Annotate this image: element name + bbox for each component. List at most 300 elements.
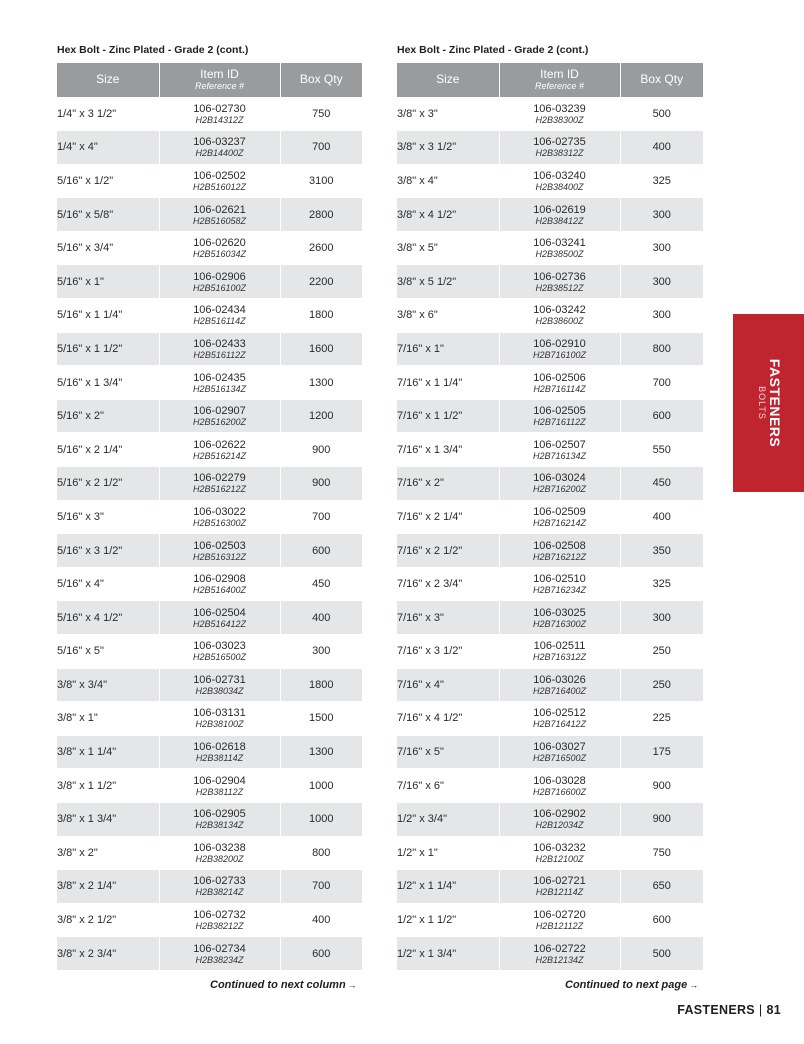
item-id: 106-02435 (193, 371, 246, 384)
item-id-cell (499, 836, 620, 870)
reference-number: H2B716500Z (532, 753, 587, 764)
item-id: 106-03239 (533, 102, 586, 115)
table-row (397, 366, 703, 400)
reference-number: H2B516134Z (192, 383, 247, 394)
box-qty-cell: 600 (620, 399, 703, 433)
table-row (57, 164, 362, 198)
size-cell: 7/16" x 2 1/4" (397, 500, 499, 534)
box-qty-cell: 750 (280, 97, 362, 131)
item-id: 106-03025 (533, 606, 586, 619)
table-row (57, 802, 362, 836)
item-id-cell (499, 131, 620, 165)
reference-number: H2B716100Z (532, 349, 587, 360)
table-row (397, 870, 703, 904)
size-cell: 5/16" x 5" (57, 635, 159, 669)
size-cell: 5/16" x 1 1/2" (57, 332, 159, 366)
continued-next-page: Continued to next page → (565, 979, 699, 991)
reference-number: H2B716234Z (532, 585, 587, 596)
item-id-cell (499, 500, 620, 534)
size-cell: 3/8" x 1 1/4" (57, 735, 159, 769)
item-id: 106-02504 (193, 606, 246, 619)
right-bolt-table (397, 63, 703, 971)
reference-number: H2B716114Z (533, 383, 586, 394)
size-cell: 3/8" x 3/4" (57, 668, 159, 702)
table-row (397, 399, 703, 433)
reference-number: H2B38600Z (535, 316, 584, 327)
left-section-title: Hex Bolt - Zinc Plated - Grade 2 (cont.) (57, 44, 249, 56)
table-row (57, 937, 362, 971)
item-id: 106-02905 (193, 808, 246, 821)
box-qty-cell: 3100 (280, 164, 362, 198)
table-row (57, 601, 362, 635)
reference-number: H2B38500Z (535, 249, 584, 260)
table-row (397, 937, 703, 971)
table-row (57, 635, 362, 669)
size-cell: 7/16" x 5" (397, 735, 499, 769)
table-row (397, 601, 703, 635)
size-cell: 5/16" x 3/4" (57, 231, 159, 265)
table-row (57, 668, 362, 702)
footer-section: FASTENERS (677, 1003, 755, 1017)
size-cell: 7/16" x 1 1/2" (397, 399, 499, 433)
size-cell: 5/16" x 4" (57, 567, 159, 601)
reference-number: H2B38312Z (535, 148, 584, 159)
table-row (397, 231, 703, 265)
item-id-cell (159, 366, 280, 400)
reference-number: H2B516058Z (192, 215, 247, 226)
table-row (57, 265, 362, 299)
item-id: 106-03022 (193, 505, 246, 518)
item-id-cell (499, 937, 620, 971)
size-cell: 1/2" x 1 1/4" (397, 870, 499, 904)
item-id-cell (499, 601, 620, 635)
size-cell: 3/8" x 3 1/2" (397, 131, 499, 165)
box-qty-cell: 650 (620, 870, 703, 904)
size-cell: 3/8" x 2 3/4" (57, 937, 159, 971)
reference-number: H2B716134Z (532, 450, 587, 461)
reference-number: H2B38034Z (195, 685, 244, 696)
size-cell: 5/16" x 1/2" (57, 164, 159, 198)
box-qty-cell: 2800 (280, 198, 362, 232)
reference-number: H2B38114Z (195, 753, 244, 764)
item-id-cell (499, 903, 620, 937)
reference-number: H2B716312Z (532, 652, 587, 663)
size-cell: 3/8" x 1" (57, 702, 159, 736)
box-qty-cell: 225 (620, 702, 703, 736)
side-tab-subtitle: BOLTS (756, 386, 767, 420)
size-cell: 3/8" x 5" (397, 231, 499, 265)
reference-number: H2B12034Z (535, 820, 584, 831)
item-id: 106-02722 (533, 942, 586, 955)
reference-number: H2B38512Z (535, 282, 584, 293)
item-id-cell (159, 433, 280, 467)
table-row (57, 534, 362, 568)
page-footer (677, 1003, 781, 1017)
item-id: 106-02510 (533, 573, 586, 586)
box-qty-cell: 750 (620, 836, 703, 870)
item-id-cell (499, 534, 620, 568)
table-row (57, 500, 362, 534)
item-id: 106-02720 (533, 909, 586, 922)
size-cell: 5/16" x 2 1/2" (57, 467, 159, 501)
section-side-tab (733, 314, 804, 492)
table-row (397, 903, 703, 937)
table-header-row (397, 63, 703, 97)
table-row (397, 635, 703, 669)
item-id-cell (159, 198, 280, 232)
table-row (57, 231, 362, 265)
reference-number: H2B516212Z (192, 484, 247, 495)
item-id-cell (159, 164, 280, 198)
box-qty-cell: 900 (280, 467, 362, 501)
item-id: 106-02907 (193, 405, 246, 418)
box-qty-cell: 700 (280, 500, 362, 534)
item-id: 106-02503 (193, 539, 246, 552)
box-qty-cell: 900 (620, 769, 703, 803)
reference-number: H2B38400Z (535, 181, 584, 192)
item-id-cell (499, 802, 620, 836)
size-cell: 5/16" x 2" (57, 399, 159, 433)
table-row (397, 802, 703, 836)
reference-number: H2B12100Z (535, 853, 584, 864)
reference-number: H2B14312Z (195, 114, 244, 125)
item-id: 106-02736 (533, 270, 586, 283)
reference-number: H2B516312Z (192, 551, 247, 562)
box-qty-header: Box Qty (620, 63, 703, 97)
box-qty-cell: 1600 (280, 332, 362, 366)
box-qty-cell: 400 (280, 601, 362, 635)
item-id-cell (499, 265, 620, 299)
box-qty-cell: 900 (620, 802, 703, 836)
size-cell: 3/8" x 2 1/2" (57, 903, 159, 937)
item-id: 106-02734 (193, 942, 246, 955)
size-cell: 7/16" x 6" (397, 769, 499, 803)
reference-number: H2B516100Z (192, 282, 247, 293)
item-id-cell (159, 131, 280, 165)
box-qty-cell: 400 (620, 131, 703, 165)
size-cell: 1/4" x 4" (57, 131, 159, 165)
item-id-header: Item ID Reference # (159, 63, 280, 97)
item-id: 106-03023 (193, 640, 246, 653)
side-tab-title: FASTENERS (766, 358, 783, 448)
reference-number: H2B38100Z (195, 719, 244, 730)
right-section-title: Hex Bolt - Zinc Plated - Grade 2 (cont.) (397, 44, 589, 56)
item-id: 106-02512 (533, 707, 586, 720)
table-row (397, 97, 703, 131)
box-qty-cell: 600 (280, 534, 362, 568)
table-row (397, 433, 703, 467)
size-cell: 5/16" x 3" (57, 500, 159, 534)
reference-number: H2B38412Z (535, 215, 584, 226)
item-id: 106-02621 (193, 203, 246, 216)
size-cell: 3/8" x 2" (57, 836, 159, 870)
item-id-cell (159, 668, 280, 702)
reference-number: H2B516214Z (192, 450, 247, 461)
item-id-cell (159, 500, 280, 534)
box-qty-cell: 250 (620, 668, 703, 702)
continued-next-column: Continued to next column → (210, 979, 357, 991)
size-header: Size (397, 63, 499, 97)
box-qty-cell: 2600 (280, 231, 362, 265)
item-id: 106-02622 (193, 438, 246, 451)
item-id-cell (499, 198, 620, 232)
reference-number: H2B12112Z (535, 921, 584, 932)
table-row (397, 702, 703, 736)
item-id-cell (159, 467, 280, 501)
reference-number: H2B14400Z (195, 148, 244, 159)
reference-number: H2B716400Z (532, 685, 587, 696)
item-id: 106-03238 (193, 841, 246, 854)
item-id-cell (159, 97, 280, 131)
box-qty-cell: 325 (620, 164, 703, 198)
table-row (57, 299, 362, 333)
item-id-cell (159, 265, 280, 299)
reference-number: H2B716600Z (532, 786, 587, 797)
box-qty-cell: 1300 (280, 366, 362, 400)
size-cell: 5/16" x 1 1/4" (57, 299, 159, 333)
box-qty-cell: 1500 (280, 702, 362, 736)
table-row (397, 769, 703, 803)
table-row (57, 97, 362, 131)
reference-number: H2B38112Z (195, 786, 244, 797)
box-qty-cell: 1000 (280, 802, 362, 836)
item-id-cell (499, 97, 620, 131)
size-cell: 5/16" x 1 3/4" (57, 366, 159, 400)
table-header-row (57, 63, 362, 97)
table-row (397, 836, 703, 870)
reference-number: H2B38134Z (195, 820, 244, 831)
size-cell: 3/8" x 2 1/4" (57, 870, 159, 904)
size-cell: 1/2" x 1 3/4" (397, 937, 499, 971)
arrow-right-icon: → (689, 980, 699, 990)
item-id: 106-02505 (533, 405, 586, 418)
size-cell: 5/16" x 5/8" (57, 198, 159, 232)
size-cell: 7/16" x 4 1/2" (397, 702, 499, 736)
item-id: 106-02902 (533, 808, 586, 821)
size-cell: 1/2" x 3/4" (397, 802, 499, 836)
item-id: 106-02506 (533, 371, 586, 384)
table-row (397, 735, 703, 769)
item-id-cell (499, 366, 620, 400)
size-cell: 7/16" x 2 1/2" (397, 534, 499, 568)
table-row (397, 131, 703, 165)
box-qty-cell: 300 (620, 198, 703, 232)
table-row (57, 903, 362, 937)
size-cell: 5/16" x 1" (57, 265, 159, 299)
box-qty-cell: 500 (620, 937, 703, 971)
size-cell: 7/16" x 1 3/4" (397, 433, 499, 467)
box-qty-cell: 1800 (280, 668, 362, 702)
table-row (397, 164, 703, 198)
reference-number: H2B716212Z (532, 551, 587, 562)
item-id: 106-02906 (193, 270, 246, 283)
table-row (397, 534, 703, 568)
item-id-cell (159, 836, 280, 870)
table-row (57, 870, 362, 904)
box-qty-cell: 550 (620, 433, 703, 467)
item-id-header: Item ID Reference # (499, 63, 620, 97)
box-qty-cell: 300 (620, 601, 703, 635)
item-id-cell (159, 937, 280, 971)
table-row (397, 467, 703, 501)
table-row (57, 567, 362, 601)
item-id: 106-03024 (533, 472, 586, 485)
left-table-body (57, 97, 362, 970)
item-id-cell (499, 567, 620, 601)
item-id: 106-02733 (193, 875, 246, 888)
item-id: 106-03131 (193, 707, 246, 720)
box-qty-cell: 2200 (280, 265, 362, 299)
item-id: 106-02618 (193, 741, 246, 754)
reference-number: H2B716300Z (532, 618, 587, 629)
table-row (57, 366, 362, 400)
box-qty-cell: 600 (280, 937, 362, 971)
size-cell: 7/16" x 3 1/2" (397, 635, 499, 669)
reference-number: H2B12134Z (535, 954, 584, 965)
reference-number: H2B716412Z (532, 719, 587, 730)
item-id-cell (499, 769, 620, 803)
size-cell: 3/8" x 3" (397, 97, 499, 131)
box-qty-cell: 800 (280, 836, 362, 870)
item-id: 106-02730 (193, 102, 246, 115)
left-bolt-table (57, 63, 362, 971)
box-qty-cell: 450 (280, 567, 362, 601)
reference-number: H2B38234Z (195, 954, 244, 965)
table-row (397, 668, 703, 702)
reference-number: H2B516500Z (192, 652, 247, 663)
item-id-cell (499, 231, 620, 265)
reference-number: H2B716214Z (532, 517, 587, 528)
reference-number: H2B716200Z (532, 484, 587, 495)
table-row (397, 198, 703, 232)
box-qty-cell: 300 (620, 265, 703, 299)
reference-number: H2B516200Z (192, 417, 247, 428)
item-id: 106-02508 (533, 539, 586, 552)
item-id: 106-03241 (533, 237, 586, 250)
reference-number: H2B716112Z (533, 417, 586, 428)
reference-number: H2B516034Z (192, 249, 247, 260)
table-row (57, 198, 362, 232)
table-row (57, 332, 362, 366)
size-cell: 7/16" x 2" (397, 467, 499, 501)
item-id-cell (159, 702, 280, 736)
item-id: 106-02904 (193, 774, 246, 787)
table-row (397, 332, 703, 366)
size-cell: 5/16" x 3 1/2" (57, 534, 159, 568)
box-qty-cell: 300 (280, 635, 362, 669)
size-cell: 3/8" x 4" (397, 164, 499, 198)
box-qty-cell: 400 (620, 500, 703, 534)
box-qty-cell: 400 (280, 903, 362, 937)
box-qty-cell: 300 (620, 299, 703, 333)
item-id-cell (159, 534, 280, 568)
box-qty-cell: 300 (620, 231, 703, 265)
size-cell: 1/2" x 1" (397, 836, 499, 870)
reference-number: H2B516300Z (192, 517, 247, 528)
table-row (397, 567, 703, 601)
item-id: 106-02433 (193, 337, 246, 350)
size-cell: 3/8" x 1 3/4" (57, 802, 159, 836)
size-cell: 7/16" x 1 1/4" (397, 366, 499, 400)
table-row (57, 131, 362, 165)
item-id-cell (159, 231, 280, 265)
item-id: 106-03026 (533, 673, 586, 686)
item-id: 106-02910 (533, 337, 586, 350)
box-qty-cell: 700 (620, 366, 703, 400)
box-qty-cell: 450 (620, 467, 703, 501)
reference-number: H2B516112Z (193, 349, 246, 360)
item-id: 106-02509 (533, 505, 586, 518)
table-row (57, 467, 362, 501)
item-id-cell (499, 332, 620, 366)
table-row (57, 702, 362, 736)
page-number: 81 (766, 1003, 781, 1017)
size-cell: 3/8" x 5 1/2" (397, 265, 499, 299)
size-cell: 5/16" x 2 1/4" (57, 433, 159, 467)
box-qty-cell: 800 (620, 332, 703, 366)
item-id: 106-02279 (193, 472, 246, 485)
size-cell: 3/8" x 1 1/2" (57, 769, 159, 803)
reference-number: H2B12114Z (535, 887, 584, 898)
item-id-cell (499, 399, 620, 433)
table-row (397, 299, 703, 333)
item-id-cell (499, 299, 620, 333)
box-qty-cell: 175 (620, 735, 703, 769)
size-cell: 1/4" x 3 1/2" (57, 97, 159, 131)
item-id: 106-03028 (533, 774, 586, 787)
item-id-cell (499, 467, 620, 501)
box-qty-cell: 325 (620, 567, 703, 601)
item-id: 106-02619 (533, 203, 586, 216)
box-qty-cell: 1200 (280, 399, 362, 433)
box-qty-cell: 600 (620, 903, 703, 937)
box-qty-cell: 700 (280, 131, 362, 165)
size-cell: 7/16" x 4" (397, 668, 499, 702)
item-id: 106-02620 (193, 237, 246, 250)
size-cell: 7/16" x 1" (397, 332, 499, 366)
item-id-cell (159, 903, 280, 937)
item-id-cell (499, 433, 620, 467)
item-id: 106-03240 (533, 169, 586, 182)
reference-number: H2B516114Z (193, 316, 246, 327)
item-id-cell (499, 635, 620, 669)
item-id-cell (499, 164, 620, 198)
box-qty-cell: 1800 (280, 299, 362, 333)
item-id-cell (499, 870, 620, 904)
table-row (397, 265, 703, 299)
item-id: 106-02507 (533, 438, 586, 451)
reference-number: H2B38300Z (535, 114, 584, 125)
table-row (57, 399, 362, 433)
item-id-cell (159, 802, 280, 836)
table-row (57, 433, 362, 467)
size-cell: 3/8" x 6" (397, 299, 499, 333)
reference-number: H2B516012Z (192, 181, 247, 192)
size-cell: 3/8" x 4 1/2" (397, 198, 499, 232)
item-id: 106-03027 (533, 741, 586, 754)
reference-number: H2B516412Z (192, 618, 247, 629)
footer-separator: | (758, 1003, 763, 1017)
item-id-cell (159, 769, 280, 803)
item-id: 106-02511 (533, 640, 586, 653)
item-id: 106-02721 (533, 875, 586, 888)
table-row (397, 500, 703, 534)
size-cell: 5/16" x 4 1/2" (57, 601, 159, 635)
size-cell: 1/2" x 1 1/2" (397, 903, 499, 937)
item-id-cell (159, 735, 280, 769)
item-id-cell (499, 702, 620, 736)
size-header: Size (57, 63, 159, 97)
